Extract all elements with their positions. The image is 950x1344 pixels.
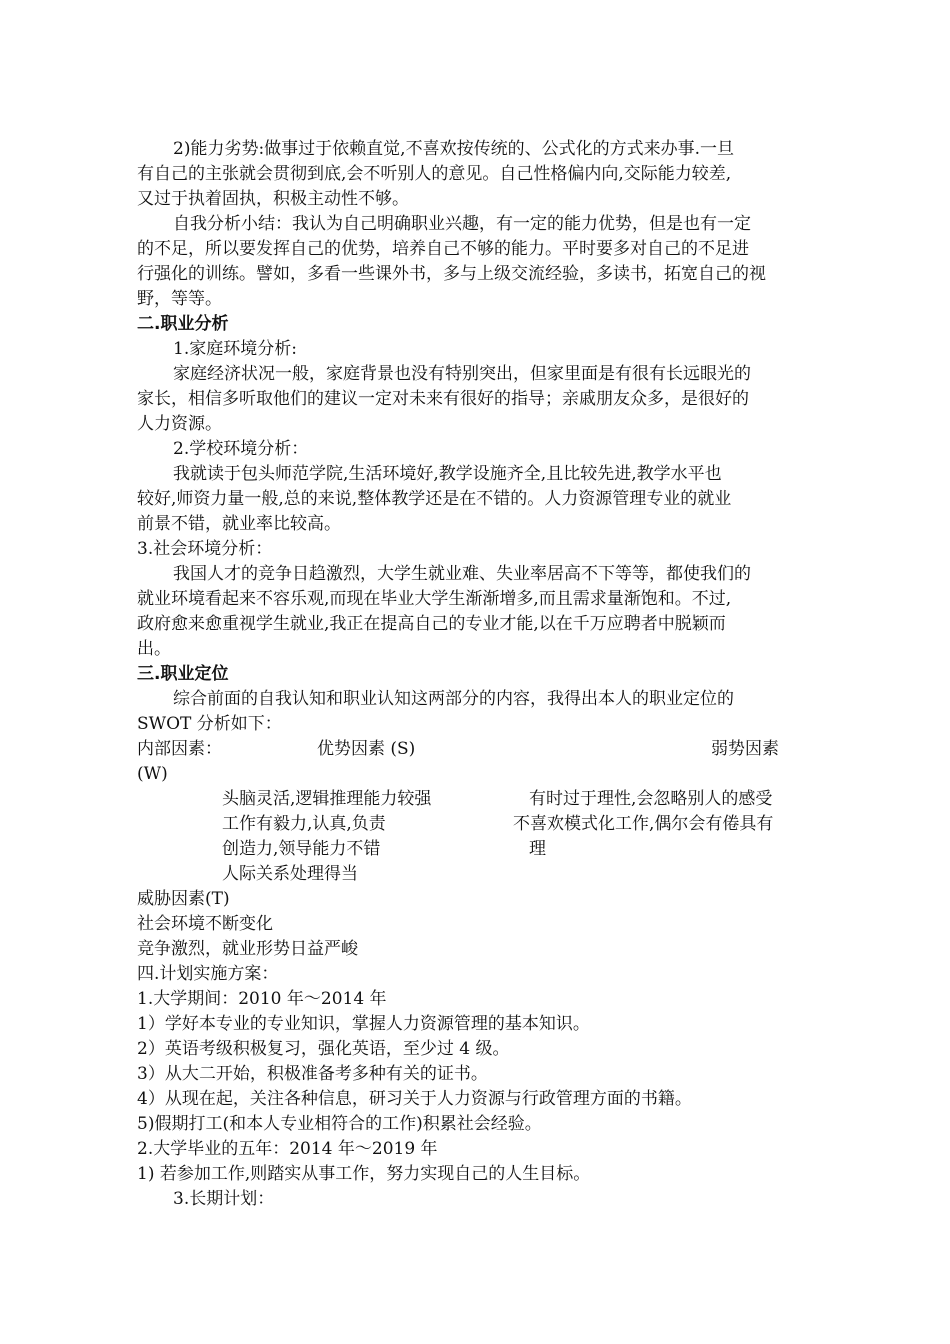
swot-weakness-item: 理: [529, 839, 546, 859]
swot-internal-label: 内部因素：: [137, 739, 222, 759]
plan-item: 5)假期打工(和本人专业相符合的工作)积累社会经验。: [137, 1114, 542, 1134]
paragraph-line: 人力资源。: [137, 414, 222, 434]
paragraph-line: 前景不错，就业率比较高。: [137, 514, 341, 534]
paragraph-line: 我就读于包头师范学院,生活环境好,教学设施齐全,且比较先进,教学水平也: [173, 464, 722, 484]
paragraph-line: 又过于执着固执，积极主动性不够。: [137, 189, 409, 209]
paragraph-line: 2)能力劣势:做事过于依赖直觉,不喜欢按传统的、公式化的方式来办事.一旦: [173, 139, 734, 159]
swot-strength-item: 头脑灵活,逻辑推理能力较强: [222, 789, 432, 809]
paragraph-line: 家长，相信多听取他们的建议一定对未来有很好的指导；亲戚朋友众多，是很好的: [137, 389, 749, 409]
plan-item: 2）英语考级积极复习，强化英语，至少过 4 级。: [137, 1039, 510, 1059]
section-heading: 三.职业定位: [137, 664, 229, 684]
swot-weakness-item: 不喜欢模式化工作,偶尔会有倦具有: [513, 814, 774, 834]
plan-period: 2.大学毕业的五年：2014 年～2019 年: [137, 1139, 438, 1159]
section-heading: 二.职业分析: [137, 314, 229, 334]
plan-item: 1）学好本专业的专业知识，掌握人力资源管理的基本知识。: [137, 1014, 590, 1034]
swot-strengths-heading: 优势因素 (S): [317, 739, 416, 759]
swot-threats-heading: 威胁因素(T): [137, 889, 230, 909]
paragraph-line: 综合前面的自我认知和职业认知这两部分的内容，我得出本人的职业定位的: [173, 689, 734, 709]
plan-item: 1) 若参加工作,则踏实从事工作，努力实现自己的人生目标。: [137, 1164, 591, 1184]
section-heading: 四.计划实施方案：: [137, 964, 279, 984]
plan-period: 3.长期计划：: [173, 1189, 275, 1209]
paragraph-line: 出。: [137, 639, 171, 659]
swot-weaknesses-heading: 弱势因素: [711, 739, 779, 759]
paragraph-line: 行强化的训练。譬如，多看一些课外书，多与上级交流经验，多读书，拓宽自己的视: [137, 264, 766, 284]
paragraph-line: 就业环境看起来不容乐观,而现在毕业大学生渐渐增多,而且需求量渐饱和。不过,: [137, 589, 732, 609]
plan-period: 1.大学期间：2010 年～2014 年: [137, 989, 387, 1009]
paragraph-line: 有自己的主张就会贯彻到底,会不听别人的意见。自己性格偏内向,交际能力较差,: [137, 164, 732, 184]
subsection-heading: 2.学校环境分析：: [173, 439, 309, 459]
swot-strength-item: 创造力,领导能力不错: [222, 839, 381, 859]
paragraph-line: 政府愈来愈重视学生就业,我正在提高自己的专业才能,以在千万应聘者中脱颖而: [137, 614, 726, 634]
subsection-heading: 1.家庭环境分析:: [173, 339, 297, 359]
swot-threat-item: 社会环境不断变化: [137, 914, 273, 934]
subsection-heading: 3.社会环境分析：: [137, 539, 273, 559]
paragraph-line: SWOT 分析如下：: [137, 714, 282, 734]
swot-weakness-item: 有时过于理性,会忽略别人的感受: [529, 789, 773, 809]
swot-strength-item: 人际关系处理得当: [222, 864, 358, 884]
paragraph-line: 的不足，所以要发挥自己的优势，培养自己不够的能力。平时要多对自己的不足进: [137, 239, 749, 259]
paragraph-line: 自我分析小结：我认为自己明确职业兴趣，有一定的能力优势，但是也有一定: [173, 214, 751, 234]
plan-item: 3）从大二开始，积极准备考多种有关的证书。: [137, 1064, 488, 1084]
swot-strength-item: 工作有毅力,认真,负责: [222, 814, 386, 834]
swot-weaknesses-heading-cont: (W): [137, 764, 168, 784]
swot-threat-item: 竞争激烈，就业形势日益严峻: [137, 939, 358, 959]
plan-item: 4）从现在起，关注各种信息，研习关于人力资源与行政管理方面的书籍。: [137, 1089, 692, 1109]
paragraph-line: 较好,师资力量一般,总的来说,整体教学还是在不错的。人力资源管理专业的就业: [137, 489, 732, 509]
paragraph-line: 我国人才的竞争日趋激烈，大学生就业难、失业率居高不下等等，都使我们的: [173, 564, 751, 584]
paragraph-line: 家庭经济状况一般，家庭背景也没有特别突出，但家里面是有很有长远眼光的: [173, 364, 751, 384]
paragraph-line: 野，等等。: [137, 289, 222, 309]
